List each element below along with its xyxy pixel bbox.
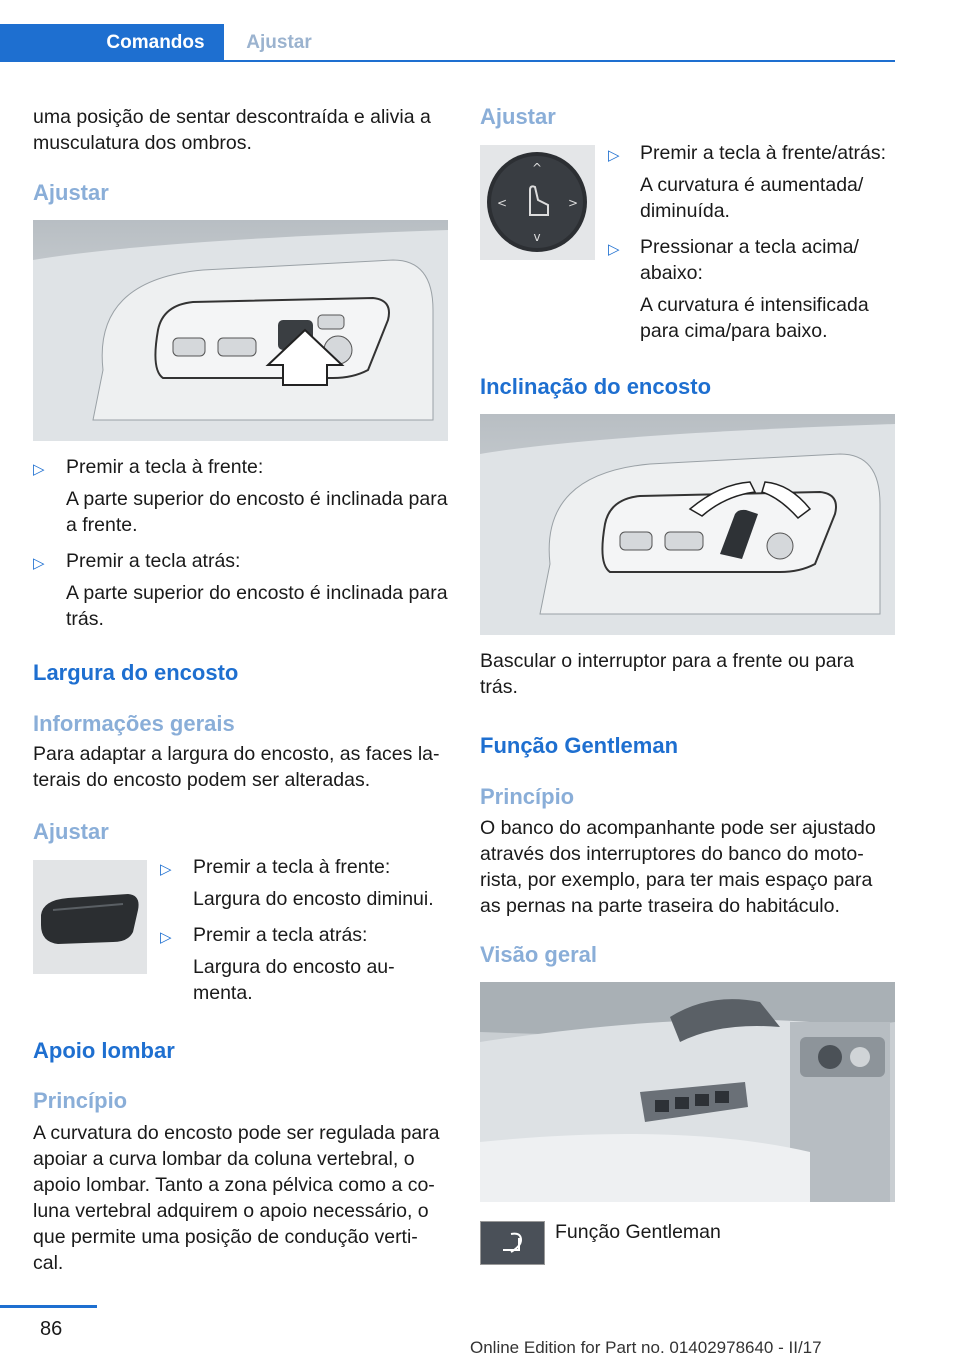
bullet-label: Pressionar a tecla acima/ abaixo: — [640, 236, 859, 284]
seat-switch-photo-1 — [33, 220, 448, 441]
bullet-desc: A curvatura é intensificada para cima/para baixo. — [640, 294, 869, 342]
bullet-label: Premir a tecla à frente: — [66, 456, 264, 478]
info-paragraph: Para adaptar a largura do encosto, as faces la-terais do encosto podem ser alteradas. — [33, 743, 440, 791]
heading-gentleman: Função Gentleman — [480, 733, 679, 758]
bullet-icon: ▷ — [160, 929, 172, 946]
bullet-icon: ▷ — [33, 461, 45, 478]
bullet-desc: A parte superior do encosto é inclinada para a frente. — [66, 488, 448, 536]
seat-switch-photo-2 — [480, 414, 895, 635]
bullet-icon: ▷ — [608, 147, 620, 164]
heading-inclinacao: Inclinação do encosto — [480, 374, 712, 399]
bullet-desc: Largura do encosto au-menta. — [193, 956, 395, 1004]
heading-visao-geral: Visão geral — [480, 942, 597, 967]
list-item — [608, 140, 898, 224]
page-number: 86 — [40, 1318, 63, 1340]
tab-comandos[interactable]: Comandos — [87, 24, 224, 61]
header-rule — [0, 60, 895, 62]
bullet-desc: Largura do encosto diminui. — [193, 888, 434, 910]
edition-footer: Online Edition for Part no. 01402978640 - II/17 — [470, 1338, 822, 1357]
heading-ajustar-2: Ajustar — [33, 819, 109, 844]
list-item — [160, 922, 450, 1006]
heading-ajustar-right: Ajustar — [480, 104, 556, 129]
list-item — [33, 454, 448, 538]
bullet-label: Premir a tecla à frente/atrás: — [640, 142, 887, 164]
bullet-list-2 — [160, 854, 450, 1006]
legend-number-box — [480, 1221, 545, 1265]
bullet-list-1 — [33, 454, 448, 632]
bullet-icon: ▷ — [160, 861, 172, 878]
legend-arrow-icon — [481, 1222, 544, 1264]
heading-principio-left: Princípio — [33, 1088, 128, 1113]
bullet-label: Premir a tecla atrás: — [66, 550, 241, 572]
bullet-icon: ▷ — [33, 555, 45, 572]
principio-paragraph-right: O banco do acompanhante pode ser ajustado através dos interruptores do banco do moto-rista, por exemplo, para ter mais espaço para as pernas na parte traseira do habitáculo. — [480, 817, 876, 917]
heading-largura: Largura do encosto — [33, 660, 239, 685]
bullet-list-right — [608, 140, 898, 344]
intro-paragraph: uma posição de sentar descontraída e alivia a musculatura dos ombros. — [33, 106, 431, 154]
heading-ajustar-1: Ajustar — [33, 180, 109, 205]
legend-label: Função Gentleman — [555, 1221, 721, 1243]
list-item — [608, 234, 898, 344]
svg-text:<: < — [496, 196, 508, 210]
list-item — [33, 548, 448, 632]
bullet-desc: A curvatura é aumentada/ diminuída. — [640, 174, 864, 222]
bullet-label: Premir a tecla à frente: — [193, 856, 391, 878]
door-panel-photo — [480, 982, 895, 1202]
inclinacao-paragraph: Bascular o interruptor para a frente ou para trás. — [480, 650, 854, 698]
tab-ajustar[interactable]: Ajustar — [246, 31, 312, 53]
width-button-photo — [33, 860, 147, 974]
bullet-desc: A parte superior do encosto é inclinada para trás. — [66, 582, 448, 630]
bullet-icon: ▷ — [608, 241, 620, 258]
svg-text:v: v — [533, 230, 541, 244]
lumbar-knob-photo — [480, 145, 595, 260]
principio-paragraph-left: A curvatura do encosto pode ser regulada para apoiar a curva lombar da coluna vertebral, o apoio lombar. Tanto a zona pélvica como a co-luna vertebral adquirem o apoio necessário, o que permite uma posição de condução verti-cal. — [33, 1122, 440, 1274]
svg-text:^: ^ — [531, 161, 543, 175]
footer-rule — [0, 1305, 97, 1308]
heading-apoio-lombar: Apoio lombar — [33, 1038, 175, 1063]
heading-principio-right: Princípio — [480, 784, 575, 809]
header-bar — [0, 24, 87, 61]
list-item — [160, 854, 450, 912]
svg-text:>: > — [567, 196, 579, 210]
bullet-label: Premir a tecla atrás: — [193, 924, 368, 946]
heading-informacoes: Informações gerais — [33, 711, 235, 736]
